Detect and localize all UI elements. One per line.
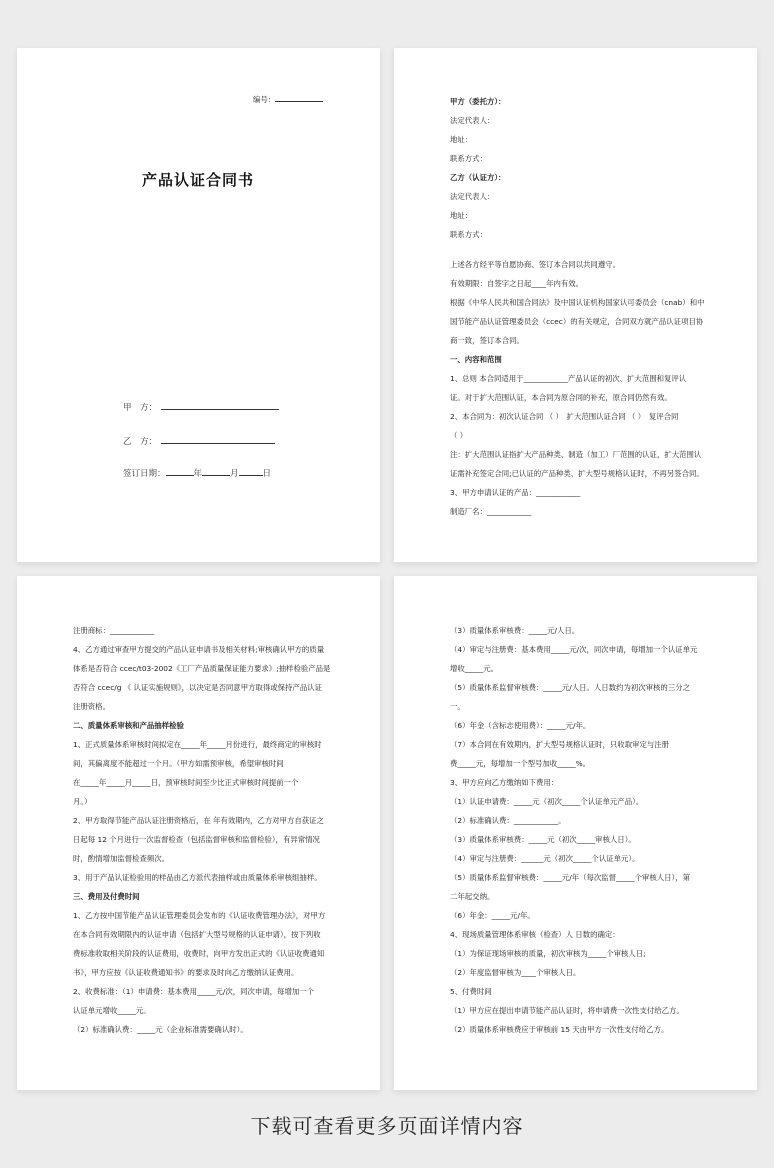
month-blank (202, 467, 230, 476)
text-line: 有效期限：自签字之日起____年内有效。 (450, 279, 584, 288)
text-line: 制造厂名：____________ (450, 507, 532, 516)
contract-page-4 (394, 576, 757, 1090)
text-line: 1、乙方按中国节能产品认证管理委员会发布的《认证收费管理办法》，对甲方 (73, 911, 326, 920)
text-line: 5、付费时间 (450, 987, 492, 996)
text-line: （5）质量体系监督审核费：_____元/年（每次监督_____个审核人日），第 (450, 873, 690, 882)
text-line: （3）质量体系审核费：_____元（初次_____审核人日）。 (450, 835, 636, 844)
text-line: 费_____元，每增加一个型号加收_____%。 (450, 759, 591, 768)
contract-page-3 (17, 576, 380, 1090)
section-heading: 三、费用及付费时间 (73, 892, 140, 901)
text-line: （5）质量体系监督审核费：_____元/人日。人日数约为初次审核的三分之 (450, 683, 690, 692)
text-line: 法定代表人： (450, 192, 495, 201)
sign-date-label: 签订日期： (123, 469, 166, 479)
text-line: （2）质量体系审核费应于审核前 15 天由甲方一次性支付给乙方。 (450, 1025, 669, 1034)
text-line: 法定代表人： (450, 116, 495, 125)
text-line: 1、总则 本合同适用于____________产品认证的初次、扩大范围和复评认 (450, 374, 687, 383)
text-line: 地址： (450, 135, 473, 144)
text-line: （4）审定与注册费：基本费用_____元/次，同次申请，每增加一个认证单元 (450, 645, 698, 654)
section-heading: 一、内容和范围 (450, 355, 502, 364)
contract-number-field (253, 93, 323, 105)
text-line: 4、乙方通过审查甲方提交的产品认证申请书及相关材料;审核确认甲方的质量 (73, 645, 325, 654)
text-line: 1、正式质量体系审核时间拟定在_____年_____月份进行，最终商定的审核时 (73, 740, 322, 749)
text-line: （4）审定与注册费：______元（初次_____个认证单元）。 (450, 854, 640, 863)
text-line: （1）为保证现场审核的质量，初次审核为_____个审核人日; (450, 949, 646, 958)
text-line: 4、现场质量管理体系审核（检查）人 日数的确定： (450, 930, 620, 939)
party-a-sign-line (123, 401, 279, 413)
watermark (17, 876, 31, 901)
text-line: 2、甲方取得节能产品认证注册资格后，在 年有效期内，乙方对甲方自获证之 (73, 816, 324, 825)
text-line: （3）质量体系审核费：_____元/人日。 (450, 626, 580, 635)
download-caption: 下载可查看更多页面详情内容 (250, 1114, 524, 1138)
text-line: 时，酌情增加监督检查频次。 (73, 854, 170, 863)
contract-page-2 (394, 48, 757, 562)
text-line: （2）年度监督审核为____个审核人日。 (450, 968, 581, 977)
text-line: 在本合同有效期限内的认证申请（包括扩大型号规格的认证申请），按下列收 (73, 930, 321, 939)
text-line: 注册商标：____________ (73, 626, 155, 635)
text-line: 月。） (73, 797, 92, 806)
text-line: （6）年金：_____元/年。 (450, 911, 535, 920)
text-line: 证需补充签定合同;已认证的产品种类、扩大型号规格认证时，不再另签合同。 (450, 469, 704, 478)
section-heading: 二、质量体系审核和产品抽样检验 (73, 721, 184, 730)
text-line: 注：扩大范围认证指扩大产品种类、制造（加工）厂范围的认证，扩大范围认 (450, 450, 702, 459)
text-line: 认证单元增收_____元。 (73, 1006, 151, 1015)
year-blank (166, 467, 194, 476)
text-line: （7）本合同在有效期内，扩大型号规格认证时，只收取审定与注册 (450, 740, 670, 749)
text-line: 联系方式： (450, 154, 487, 163)
text-line: 二年起交纳。 (450, 892, 495, 901)
text-line: （6）年金（含标志使用费）：_____元/年。 (450, 721, 591, 730)
text-line: 甲方（委托方）： (450, 97, 506, 106)
text-line: 3、甲方应向乙方缴纳如下费用： (450, 778, 559, 787)
text-line: 否符合 ccec/g 《 认证实施规则》，以决定是否同意甲方取得或保持产品认证 (73, 683, 322, 692)
text-line: （ ） (450, 431, 468, 440)
day-blank (239, 467, 263, 476)
text-line: （2）标准确认费：____________。 (450, 816, 566, 825)
year-label: 年 (193, 469, 203, 479)
text-line: 3、甲方申请认证的产品：____________ (450, 488, 581, 497)
text-line: 地址： (450, 211, 473, 220)
text-line: 乙方（认证方）： (450, 173, 506, 182)
text-line: 增收_____元。 (450, 664, 499, 673)
text-line: 注册资格。 (73, 702, 110, 711)
contract-number-blank (275, 93, 323, 102)
sign-date-line (123, 467, 271, 479)
text-line: 根据《中华人民共和国合同法》及中国认证机构国家认可委员会（cnab）和中 (450, 298, 705, 307)
text-line: 间，其偏离度不能超过一个月。（甲方如需预审核，希望审核时间 (73, 759, 284, 768)
text-line: 上述各方经平等自愿协商、签订本合同以共同遵守。 (450, 260, 620, 269)
contract-number-label: 编号： (253, 95, 276, 104)
text-line: 费标准收取相关阶段的认证费用，收费时，向甲方发出正式的《认证收费通知 (73, 949, 325, 958)
text-line: 日起每 12 个月进行一次监督检查（包括监督审核和监督检验），有异常情况 (73, 835, 320, 844)
text-line: （1）甲方应在提出申请节能产品认证时，将申请费一次性支付给乙方。 (450, 1006, 684, 1015)
cover-page (17, 48, 380, 562)
party-b-blank (161, 435, 275, 444)
text-line: 书》，甲方应按《认证收费通知书》的要求及时向乙方缴纳认证费用。 (73, 968, 299, 977)
text-line: 商一致，签订本合同。 (450, 336, 524, 345)
text-line: 国节能产品认证管理委员会（ccec）的有关规定，合同双方就产品认证项目协 (450, 317, 704, 326)
day-label: 日 (262, 469, 272, 479)
document-title: 产品认证合同书 (142, 171, 255, 189)
text-line: 体系是否符合 ccec/t03-2002《工厂产品质量保证能力要求》;抽样检验产品是 (73, 664, 331, 673)
party-b-label: 乙 方： (123, 437, 158, 447)
text-line: 在_____年_____月_____日，预审核时间至少比正式审核时间提前一个 (73, 778, 299, 787)
party-b-sign-line (123, 435, 275, 447)
text-line: （2）标准确认费：_____元（企业标准需要确认时）。 (73, 1025, 248, 1034)
party-a-blank (161, 401, 279, 410)
party-a-label: 甲 方： (123, 403, 158, 413)
text-line: 一。 (450, 702, 465, 711)
month-label: 月 (230, 469, 239, 479)
text-line: 联系方式： (450, 230, 487, 239)
text-line: 2、本合同为：初次认证合同 （ ） 扩大范围认证合同 （ ） 复评合同 (450, 412, 679, 421)
text-line: （1）认证申请费：_____元（初次_____个认证单元产品）。 (450, 797, 644, 806)
text-line: 2、收费标准：（1）申请费：基本费用_____元/次，同次申请，每增加一个 (73, 987, 315, 996)
watermark (81, 428, 102, 453)
text-line: 3、用于产品认证检验用的样品由乙方派代表抽样或由质量体系审核组抽样。 (73, 873, 322, 882)
text-line: 证。对于扩大范围认证，本合同为原合同的补充，原合同仍然有效。 (450, 393, 672, 402)
